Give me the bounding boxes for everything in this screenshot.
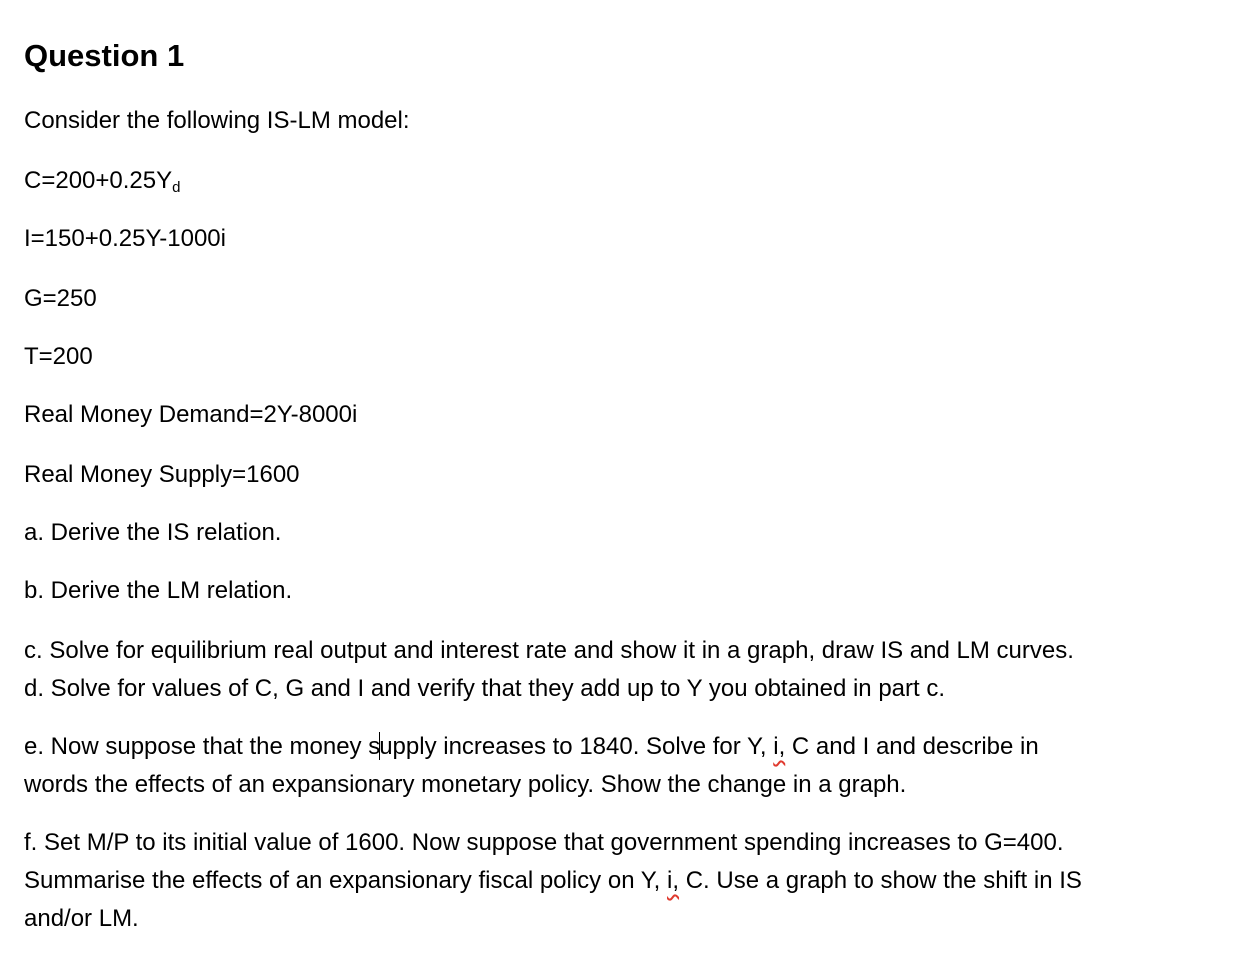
spellcheck-flagged-word[interactable]: i, [773,733,786,760]
part-b: b. Derive the LM relation. [24,577,293,604]
intro-text: Consider the following IS-LM model: [24,107,410,134]
part-d: d. Solve for values of C, G and I and verify that they add up to Y you obtained in part c. [24,675,946,702]
taxes-equation: T=200 [24,343,93,370]
part-f-line-2 [24,866,1082,896]
part-e-text-start: e. Now suppose that the money s [24,733,381,760]
part-f-line-1: f. Set M/P to its initial value of 1600. Now suppose that government spending increases to G=400. [24,829,1064,856]
part-e-line-1 [24,732,1039,762]
question-title: Question 1 [24,38,185,73]
money-supply-equation: Real Money Supply=1600 [24,461,300,488]
part-f-text-start: Summarise the effects of an expansionary fiscal policy on Y, [24,867,668,894]
money-demand-equation: Real Money Demand=2Y-8000i [24,401,358,428]
part-e-line-2: words the effects of an expansionary monetary policy. Show the change in a graph. [24,771,907,798]
part-f-line-3: and/or LM. [24,905,139,932]
consumption-subscript: d [172,179,181,196]
document-page [24,0,1244,958]
consumption-equation-base: C=200+0.25Y [24,167,173,194]
investment-equation: I=150+0.25Y-1000i [24,225,226,252]
part-c: c. Solve for equilibrium real output and interest rate and show it in a graph, draw IS and LM curves. [24,637,1074,664]
part-f-text-end: C. Use a graph to show the shift in IS [679,867,1082,894]
consumption-equation [24,166,180,203]
spellcheck-flagged-word[interactable]: i, [667,867,680,894]
part-e-text-end: C and I and describe in [785,733,1039,760]
government-equation: G=250 [24,285,97,312]
part-e-text-mid: upply increases to 1840. Solve for Y, [379,733,774,760]
part-a: a. Derive the IS relation. [24,519,282,546]
